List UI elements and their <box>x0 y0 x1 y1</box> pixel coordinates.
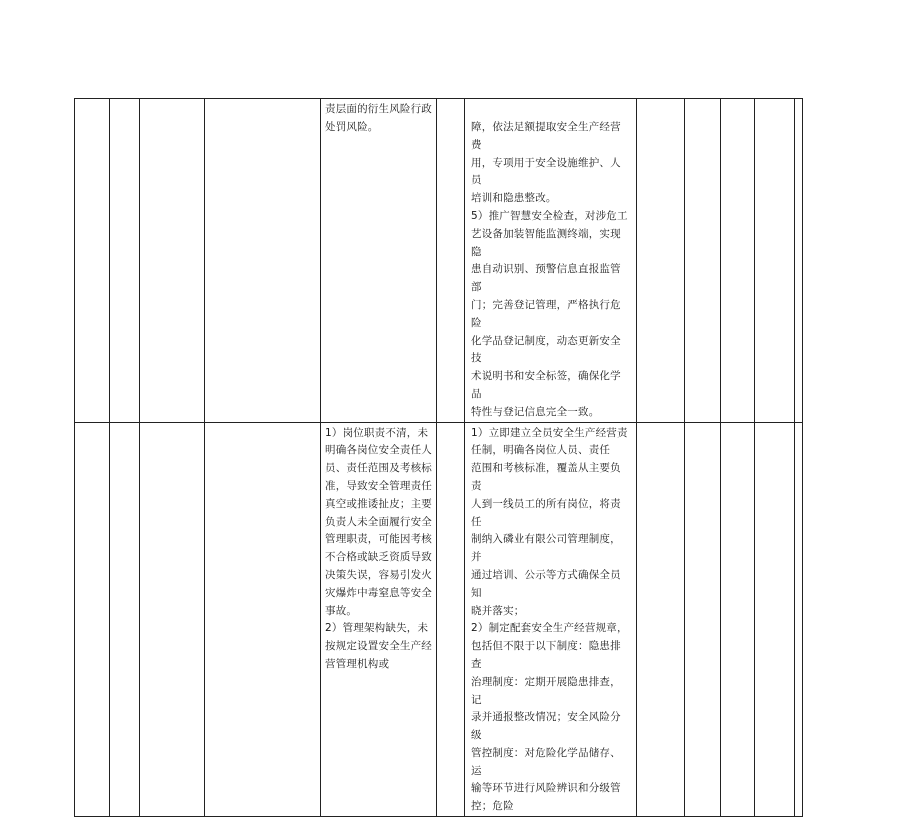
empty-cell <box>110 99 140 423</box>
control-measures-cell <box>465 99 637 423</box>
empty-cell <box>721 422 755 817</box>
empty-cell <box>437 422 465 817</box>
empty-cell <box>75 99 110 423</box>
risk-description-text: 1）岗位职责不清，未 明确各岗位安全责任人 员、责任范围及考核标 准，导致安全管理责任 真空或推诿扯皮；主要 负责人未全面履行安全 管理职责，可能因考核 不合格或缺乏资质导致 决策失误，容易引发火 灾爆炸中毒窒息等安全 事故。 2）管理架构缺失，未 按规定设置安全生产经 营管理机构或 <box>325 426 432 670</box>
empty-cell <box>795 99 803 423</box>
empty-cell <box>755 99 795 423</box>
control-measures-text: 1）立即建立全员安全生产经营责 任制，明确各岗位人员、责任 范围和考核标准，覆盖从主要负责 人到一线员工的所有岗位，将责任 制纳入磷业有限公司管理制度，并 通过培训、公示等方式确保全员知 晓并落实； 2）制定配套安全生产经营规章， 包括但不限于以下制度：隐患排查 治理制度：定期开展隐患排查，记 录并通报整改情况；安全风险分级 管控制度：对危险化学品储存、运 输等环节进行风险辨识和分级管 控；危险 <box>471 426 628 813</box>
empty-cell <box>140 422 205 817</box>
table-row <box>75 422 803 817</box>
control-measures-cell <box>465 422 637 817</box>
empty-cell <box>110 422 140 817</box>
risk-description-cell <box>321 99 437 423</box>
empty-cell <box>721 99 755 423</box>
empty-cell <box>637 422 685 817</box>
table-row <box>75 99 803 423</box>
control-measures-text: 障，依法足额提取安全生产经营费 用，专项用于安全设施维护、人员 培训和隐患整改。 5）推广智慧安全检查，对涉危工 艺设备加装智能监测终端，实现隐 患自动识别、预警信息直报监管部 门；完善登记管理，严格执行危险 化学品登记制度，动态更新安全技 术说明书和安全标签，确保化学品 特性与登记信息完全一致。 <box>471 121 628 418</box>
risk-description-cell <box>321 422 437 817</box>
empty-cell <box>795 422 803 817</box>
empty-cell <box>205 99 321 423</box>
empty-cell <box>205 422 321 817</box>
risk-description-text: 责层面的衍生风险行政 处罚风险。 <box>325 103 432 133</box>
empty-cell <box>637 99 685 423</box>
empty-cell <box>685 422 721 817</box>
risk-measures-table <box>74 98 803 817</box>
empty-cell <box>75 422 110 817</box>
empty-cell <box>140 99 205 423</box>
empty-cell <box>685 99 721 423</box>
empty-cell <box>437 99 465 423</box>
empty-cell <box>755 422 795 817</box>
